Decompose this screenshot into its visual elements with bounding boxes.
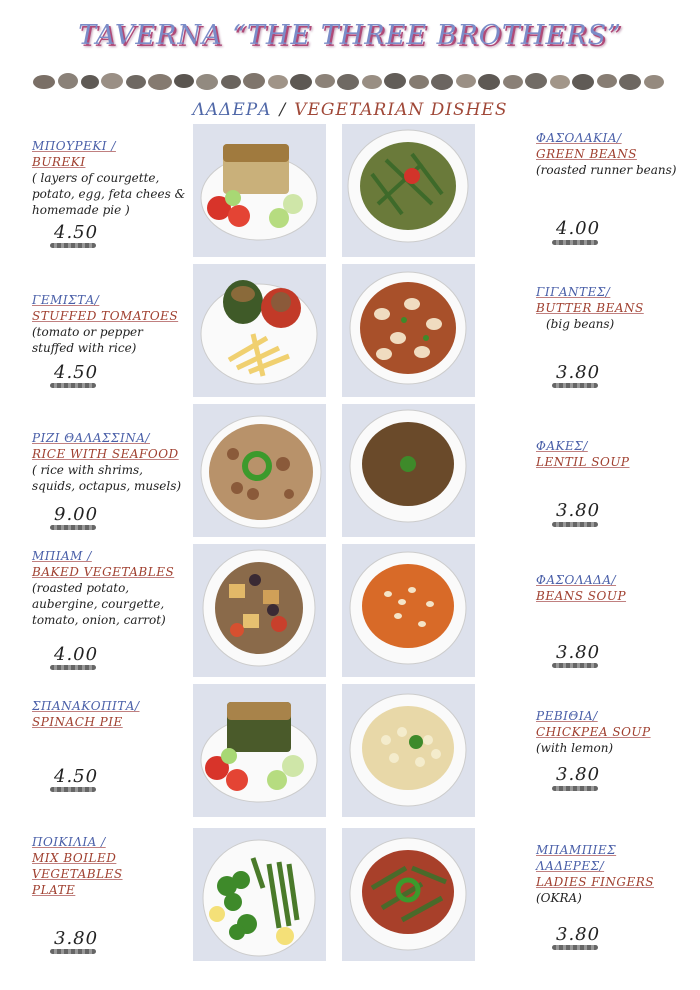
item-price: 3.80 (556, 642, 601, 663)
item-price: 3.80 (556, 362, 601, 383)
item-price: 3.80 (54, 928, 99, 949)
item-description: (OKRA) (536, 891, 582, 905)
item-greek-name: ΡΙΖΙ ΘΑΛΑΣΣΙΝΑ/ (32, 431, 150, 445)
item-greek-name: ΦΑΚΕΣ/ (536, 439, 588, 453)
photo-spinach-pie (193, 684, 326, 817)
menu-item-butter-beans (536, 284, 686, 332)
item-price: 4.00 (556, 218, 601, 239)
item-price: 3.80 (556, 500, 601, 521)
item-price: 4.50 (54, 222, 99, 243)
price-underline (50, 383, 96, 388)
item-english-name: BEANS SOUP (536, 589, 627, 603)
item-english-name: LENTIL SOUP (536, 455, 630, 469)
photo-baked-vegetables (193, 544, 326, 677)
price-underline (552, 786, 598, 791)
menu-item-chickpea-soup (536, 708, 686, 756)
menu-item-beans-soup (536, 572, 686, 604)
item-english-name: LADIES FINGERS (536, 875, 654, 889)
menu-item-spinach-pie (32, 698, 187, 730)
price-underline (552, 383, 598, 388)
item-greek-name: ΣΠΑΝΑΚΟΠΙΤΑ/ (32, 699, 140, 713)
item-price: 3.80 (556, 924, 601, 945)
section-greek: ΛΑΔΕΡΑ (192, 100, 272, 120)
menu-item-green-beans (536, 130, 686, 178)
item-greek-name: ΓΙΓΑΝΤΕΣ/ (536, 285, 611, 299)
item-english-name: BUREKI (32, 155, 86, 169)
item-description: (roasted potato, aubergine, courgette, tomato, onion, carrot) (32, 581, 166, 627)
photo-stuffed-tomatoes (193, 264, 326, 397)
item-price: 4.50 (54, 362, 99, 383)
item-english-name: BAKED VEGETABLES (32, 565, 175, 579)
item-greek-name: ΦΑΣΟΛΑΚΙΑ/ (536, 131, 622, 145)
price-underline (552, 663, 598, 668)
price-underline (50, 949, 96, 954)
menu-item-stuffed-tomatoes (32, 292, 187, 356)
price-underline (50, 787, 96, 792)
section-separator: / (279, 100, 287, 120)
item-description: ( rice with shrims, squids, octapus, musels) (32, 463, 182, 493)
item-greek-name: ΦΑΣΟΛΑΔΑ/ (536, 573, 617, 587)
photo-chickpea-soup (342, 684, 475, 817)
item-price: 4.00 (54, 644, 99, 665)
stone-border-decoration (32, 70, 672, 94)
menu-item-mix-boiled-vegetables (32, 834, 132, 898)
menu-item-bureki (32, 138, 187, 218)
item-description: (roasted runner beans) (536, 163, 677, 177)
photo-rice-seafood (193, 404, 326, 537)
photo-green-beans (342, 124, 475, 257)
section-heading (0, 100, 700, 120)
photo-lentil-soup (342, 404, 475, 537)
section-english: VEGETARIAN DISHES (294, 100, 508, 120)
menu-item-rice-seafood (32, 430, 187, 494)
photo-mix-boiled-vegetables (193, 828, 326, 961)
photo-butter-beans (342, 264, 475, 397)
item-greek-name: ΠΟΙΚΙΛΙΑ / (32, 835, 106, 849)
price-underline (50, 243, 96, 248)
photo-ladies-fingers (342, 828, 475, 961)
item-english-name: MIX BOILED VEGETABLES PLATE (32, 851, 123, 897)
item-greek-name: ΜΠΑΜΠΙΕΣ ΛΑΔΕΡΕΣ/ (536, 843, 617, 873)
item-english-name: GREEN BEANS (536, 147, 637, 161)
item-description: (big beans) (546, 317, 615, 331)
item-price: 9.00 (54, 504, 99, 525)
item-english-name: SPINACH PIE (32, 715, 123, 729)
photo-bureki (193, 124, 326, 257)
item-english-name: BUTTER BEANS (536, 301, 644, 315)
item-price: 3.80 (556, 764, 601, 785)
item-greek-name: ΓΕΜΙΣΤΑ/ (32, 293, 100, 307)
item-english-name: CHICKPEA SOUP (536, 725, 651, 739)
menu-item-baked-vegetables (32, 548, 192, 628)
photo-beans-soup (342, 544, 475, 677)
item-price: 4.50 (54, 766, 99, 787)
item-greek-name: ΡΕΒΙΘΙΑ/ (536, 709, 598, 723)
item-description: ( layers of courgette, potato, egg, feta chees & homemade pie ) (32, 171, 186, 217)
menu-item-lentil-soup (536, 438, 686, 470)
price-underline (552, 522, 598, 527)
item-description: (with lemon) (536, 741, 614, 755)
price-underline (50, 665, 96, 670)
item-english-name: RICE WITH SEAFOOD (32, 447, 179, 461)
item-description: (tomato or pepper stuffed with rice) (32, 325, 143, 355)
price-underline (552, 945, 598, 950)
menu-item-ladies-fingers (536, 842, 686, 906)
price-underline (50, 525, 96, 530)
item-greek-name: ΜΠΙΑΜ / (32, 549, 92, 563)
menu-title: TAVERNA “THE THREE BROTHERS” (78, 20, 622, 51)
item-greek-name: ΜΠΟΥΡΕΚΙ / (32, 139, 116, 153)
item-english-name: STUFFED TOMATOES (32, 309, 179, 323)
price-underline (552, 240, 598, 245)
